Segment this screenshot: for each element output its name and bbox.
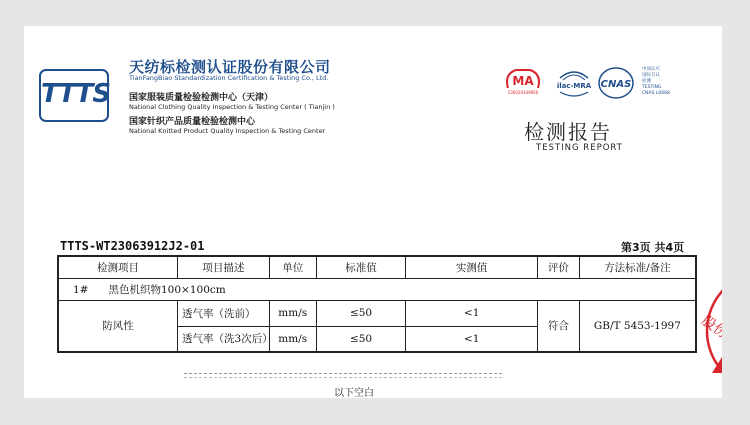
org-name-en: TianFangBiao Standardization Certification & Testing Co., Ltd. (129, 74, 329, 82)
standard-cell: ≤50 (316, 326, 406, 352)
table-header-row (58, 256, 696, 278)
cnas-caption (642, 67, 670, 97)
cnas-caption-line: CNAS L0668 (642, 91, 670, 96)
report-page (24, 26, 731, 398)
cma-number: 230020349666 (507, 90, 539, 95)
cma-label: MA (512, 74, 534, 88)
blank-note: 以下空白 (334, 388, 374, 398)
center1-name-cn: 国家服装质量检验检测中心（天津） (129, 93, 274, 103)
standard-cell: ≤50 (316, 300, 406, 326)
col-header: 方法标准/备注 (579, 256, 696, 278)
unit-cell: mm/s (269, 326, 316, 352)
measured-cell: <1 (406, 326, 538, 352)
test-item: 防风性 (58, 300, 178, 352)
measured-cell: <1 (406, 300, 538, 326)
sample-row (58, 278, 696, 300)
col-header: 单位 (269, 256, 316, 278)
cnas-caption-line: 中国认可 (642, 67, 660, 72)
page-indicator: 第3页 共4页 (621, 241, 685, 254)
col-header: 项目描述 (178, 256, 270, 278)
org-name-cn: 天纺标检测认证股份有限公司 (129, 58, 331, 76)
cnas-caption-line: 国际互认 (642, 73, 660, 78)
center1-name-en: National Clothing Quality Inspection & Testing Center ( Tianjin ) (129, 103, 335, 111)
col-header: 实测值 (406, 256, 538, 278)
end-divider (184, 377, 502, 378)
item-description: 透气率（洗3次后） (178, 326, 270, 352)
sample-description: 1# 黑色机织物100×100cm (58, 278, 696, 300)
ilac-mra-logo (554, 66, 594, 100)
unit-cell: mm/s (269, 300, 316, 326)
evaluation-cell: 符合 (537, 300, 579, 352)
results-table (57, 255, 697, 353)
col-header: 标准值 (316, 256, 406, 278)
cnas-logo (596, 66, 636, 100)
center2-name-en: National Knitted Product Quality Inspection & Testing Center (129, 127, 326, 135)
company-seal-stamp (697, 281, 731, 398)
center2-name-cn: 国家针织产品质量检验检测中心 (129, 117, 256, 127)
ttts-logo (39, 69, 109, 122)
item-description: 透气率（洗前） (178, 300, 270, 326)
method-cell: GB/T 5453-1997 (579, 300, 696, 352)
col-header: 检测项目 (58, 256, 178, 278)
report-number: TTTS-WT23063912J2-01 (60, 239, 205, 253)
logo-text: TTTS (41, 79, 111, 109)
report-title-cn: 检测报告 (524, 120, 612, 144)
table-row (58, 300, 696, 326)
end-divider (184, 373, 502, 374)
cnas-caption-line: 检测 (642, 79, 651, 84)
report-title-en: TESTING REPORT (536, 143, 623, 153)
cma-logo (500, 66, 546, 96)
col-header: 评价 (537, 256, 579, 278)
cnas-label: CNAS (600, 79, 632, 90)
ilac-label: ilac-MRA (556, 82, 592, 90)
cnas-caption-line: TESTING (642, 85, 662, 90)
stamp-text: 股份 (698, 312, 731, 342)
